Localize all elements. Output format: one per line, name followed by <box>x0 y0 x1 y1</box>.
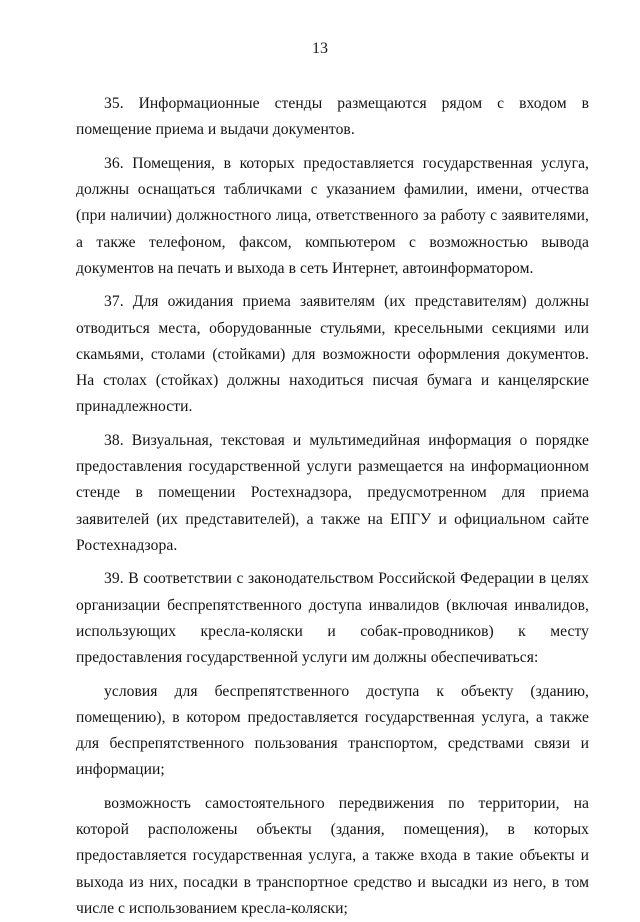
document-body <box>76 91 589 922</box>
paragraph-39-item-movement: возможность самостоятельного передвижения по территории, на которой расположены объекты (здания, помещения), в которых предоставляется государственная услуга, а также входа в такие объекты и выхода из них, посадки в транспортное средство и высадки из него, в том числе с использованием кресла-коляски; <box>76 795 589 917</box>
page-number: 13 <box>312 40 328 57</box>
paragraph-36: 36. Помещения, в которых предоставляется государственная услуга, должны оснащаться табличками с указанием фамилии, имени, отчества (при наличии) должностного лица, ответственного за работу с заявителями, а также телефоном, факсом, компьютером с возможностью вывода документов на печать и выхода в сеть Интернет, автоинформатором. <box>76 154 589 277</box>
paragraph-39-item-access-conditions: условия для беспрепятственного доступа к объекту (зданию, помещению), в котором предоставляется государственная услуга, а также для беспрепятственного пользования транспортом, средствами связи и информации; <box>76 682 589 779</box>
paragraph-39: 39. В соответствии с законодательством Российской Федерации в целях организации беспрепятственного доступа инвалидов (включая инвалидов, использующих кресла-коляски и собак-проводников) к месту предоставления государственной услуги им должны обеспечиваться: <box>76 570 589 667</box>
paragraph-35: 35. Информационные стенды размещаются рядом с входом в помещение приема и выдачи документов. <box>76 95 589 139</box>
paragraph-38: 38. Визуальная, текстовая и мультимедийная информация о порядке предоставления государственной услуги размещается на информационном стенде в помещении Ростехнадзора, предусмотренном для приема заявителей (их представителей), а также на ЕПГУ и официальном сайте Ростехнадзора. <box>76 431 589 554</box>
paragraph-37: 37. Для ожидания приема заявителям (их представителям) должны отводиться места, оборудованные стульями, кресельными секциями или скамьями, столами (стойками) для возможности оформления документов. На столах (стойках) должны находиться писчая бумага и канцелярские принадлежности. <box>76 293 589 416</box>
